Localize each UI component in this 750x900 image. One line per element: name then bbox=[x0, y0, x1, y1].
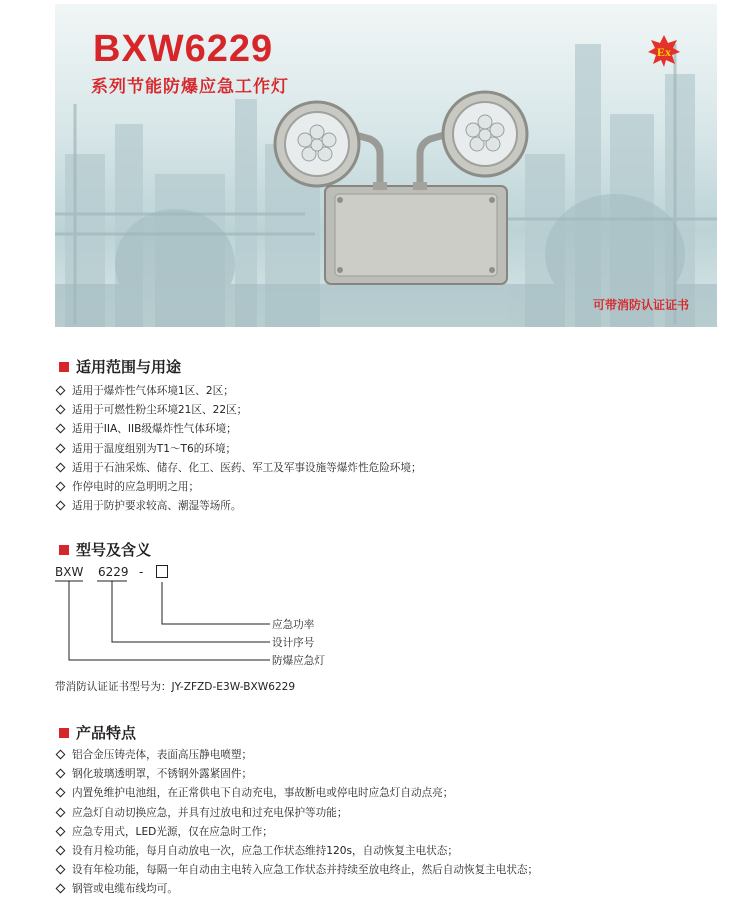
list-item: 设有月检功能，每月自动放电一次，应急工作状态维持120s，自动恢复主电状态； bbox=[55, 841, 538, 860]
diamond-bullet-icon bbox=[56, 846, 66, 856]
hero-banner bbox=[55, 4, 717, 327]
lamp-housing bbox=[325, 182, 507, 284]
product-subtitle: 系列节能防爆应急工作灯 bbox=[91, 77, 289, 97]
scope-heading-text: 适用范围与用途 bbox=[76, 358, 182, 376]
diamond-bullet-icon bbox=[56, 750, 66, 760]
list-item: 应急灯自动切换应急，并具有过放电和过充电保护等功能； bbox=[55, 803, 538, 822]
certificate-note: 可带消防认证证书 bbox=[592, 298, 689, 312]
label-design-serial: 设计序号 bbox=[272, 637, 315, 649]
diamond-bullet-icon bbox=[56, 482, 66, 492]
model-number: 6229 bbox=[98, 565, 129, 579]
diamond-bullet-icon bbox=[56, 807, 66, 817]
right-lamp-head bbox=[443, 92, 527, 176]
model-prefix: BXW bbox=[55, 565, 84, 579]
features-heading-text: 产品特点 bbox=[76, 724, 137, 742]
list-item: 内置免维护电池组，在正常供电下自动充电，事故断电或停电时应急灯自动点亮； bbox=[55, 783, 538, 802]
diamond-bullet-icon bbox=[56, 826, 66, 836]
list-item: 铝合金压铸壳体，表面高压静电喷塑； bbox=[55, 745, 538, 764]
diamond-bullet-icon bbox=[56, 405, 66, 415]
model-dash: - bbox=[139, 565, 144, 579]
features-list bbox=[55, 745, 538, 899]
heading-marker-icon bbox=[59, 362, 69, 372]
model-suffix-box bbox=[156, 565, 168, 578]
diamond-bullet-icon bbox=[56, 769, 66, 779]
model-heading bbox=[59, 539, 151, 560]
diamond-bullet-icon bbox=[56, 443, 66, 453]
list-item: 适用于石油采炼、储存、化工、医药、军工及军事设施等爆炸性危险环境； bbox=[55, 458, 422, 477]
list-item: 适用于防护要求较高、潮湿等场所。 bbox=[55, 496, 422, 515]
diamond-bullet-icon bbox=[56, 424, 66, 434]
certified-model-note: 带消防认证证书型号为：JY-ZFZD-E3W-BXW6229 bbox=[55, 681, 296, 693]
features-heading bbox=[59, 722, 136, 743]
list-item: 适用于爆炸性气体环境1区、2区； bbox=[55, 381, 422, 400]
list-item: 适用于可燃性粉尘环境21区、22区； bbox=[55, 400, 422, 419]
product-title: BXW6229 bbox=[93, 28, 274, 70]
diamond-bullet-icon bbox=[56, 884, 66, 894]
heading-marker-icon bbox=[59, 728, 69, 738]
list-item: 适用于IIA、IIB级爆炸性气体环境； bbox=[55, 419, 422, 438]
list-item: 钢化玻璃透明罩，不锈钢外露紧固件； bbox=[55, 764, 538, 783]
scope-list bbox=[55, 381, 422, 515]
list-item: 应急专用式，LED光源，仅在应急时工作； bbox=[55, 822, 538, 841]
model-code-diagram bbox=[55, 560, 455, 670]
label-explosion-proof-lamp: 防爆应急灯 bbox=[272, 655, 325, 667]
scope-heading bbox=[59, 356, 181, 377]
heading-marker-icon bbox=[59, 545, 69, 555]
left-lamp-head bbox=[275, 102, 359, 186]
diamond-bullet-icon bbox=[56, 386, 66, 396]
diamond-bullet-icon bbox=[56, 788, 66, 798]
model-heading-text: 型号及含义 bbox=[76, 541, 152, 559]
list-item: 设有年检功能，每隔一年自动由主电转入应急工作状态并持续至放电终止，然后自动恢复主电状态； bbox=[55, 860, 538, 879]
list-item: 作停电时的应急明明之用； bbox=[55, 477, 422, 496]
diamond-bullet-icon bbox=[56, 501, 66, 511]
label-emergency-power: 应急功率 bbox=[272, 619, 315, 631]
diamond-bullet-icon bbox=[56, 462, 66, 472]
list-item: 适用于温度组别为T1～T6的环境； bbox=[55, 439, 422, 458]
ex-badge-icon bbox=[647, 34, 681, 68]
diamond-bullet-icon bbox=[56, 865, 66, 875]
ex-badge-text: Ex bbox=[656, 45, 672, 59]
list-item: 钢管或电缆布线均可。 bbox=[55, 879, 538, 898]
